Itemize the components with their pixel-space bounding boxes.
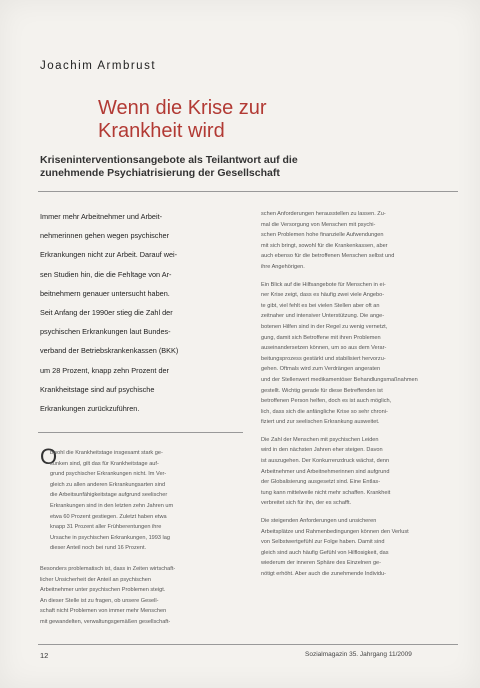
body-line: von Selbstwertgefühl zur Folge haben. Damit sind [261, 539, 385, 546]
lead-paragraph [40, 207, 250, 418]
body-line: wird in den nächsten Jahren eher steigen. Davon [261, 447, 383, 454]
body-line: sunken sind, gilt das für Krankheitstage auf- [50, 460, 159, 467]
body-line: mit gewandelten, verwaltungsgemäßen gesellschaft- [40, 618, 171, 625]
body-line: nötigt erhöht. Aber auch die zunehmende Individu- [261, 571, 387, 577]
body-line: Arbeitnehmer unter psychischen Problemen steigt. [40, 587, 166, 594]
lead-line: sen Studien hin, die die Fehltage von Ar- [40, 269, 172, 279]
body-line: gestellt. Wichtig gerade für diese Betreffenden ist [261, 387, 383, 394]
title-line-1: Wenn die Krise zur [98, 97, 267, 119]
body-column-right [261, 209, 459, 580]
body-line: Die steigenden Anforderungen und unsicheren [261, 518, 377, 525]
body-line: etwa 60 Prozent gestiegen. Zuletzt haben etwa [50, 513, 167, 520]
body-line: An dieser Stelle ist zu fragen, ob unsere Gesell- [40, 597, 159, 604]
body-line: betroffenen Person helfen, doch es ist auch möglich, [261, 398, 392, 405]
article-title [98, 97, 267, 143]
article-subtitle [40, 154, 450, 180]
body-line: Besonders problematisch ist, dass in Zeiten wirtschaft- [40, 566, 176, 572]
body-line: schen Anforderungen herausstellen zu lassen. Zu- [261, 211, 386, 217]
body-column-left-block-1 [50, 448, 248, 554]
body-line: te gibt, viel fehlt es bei vielen Stellen aber oft an [261, 302, 380, 309]
lead-line: nehmerinnen gehen wegen psychischer [40, 231, 169, 241]
lead-line: psychischen Erkrankungen laut Bundes- [40, 327, 171, 337]
lead-line: Immer mehr Arbeitnehmer und Arbeit- [40, 212, 163, 221]
body-line: zeitnaher und intensiver Unterstützung. Die ange- [261, 313, 385, 320]
paragraph-gap [261, 273, 459, 280]
body-line: gung, damit sich Betroffene mit ihren Problemen [261, 334, 381, 341]
body-line: grund psychischer Erkrankungen nicht. Im Ver- [50, 471, 167, 478]
lead-line: um 28 Prozent, knapp zehn Prozent der [40, 365, 169, 375]
body-line: ist auszugehen. Der Konkurrenzdruck wächst, denn [261, 458, 390, 465]
lead-line: Erkrankungen zurückzuführen. [40, 404, 140, 414]
body-line: Arbeitnehmer und Arbeitnehmerinnen sind aufgrund [261, 468, 390, 475]
subtitle-line-2: zunehmende Psychiatrisierung der Gesellschaft [40, 167, 280, 179]
body-line: Ein Blick auf die Hilfsangebote für Menschen in ei- [261, 281, 386, 288]
body-line: gleich sind auch häufig Gefühl von Hilflosigkeit, das [261, 549, 389, 556]
body-column-left-block-2 [40, 564, 238, 628]
body-line: knapp 31 Prozent aller Frühberentungen ihre [50, 524, 162, 531]
body-line: Erkrankungen sind in den letzten zehn Jahren um [50, 502, 174, 509]
journal-citation: Sozialmagazin 35. Jahrgang 11/2009 [305, 651, 412, 658]
subtitle-line-1: Kriseninterventionsangebote als Teilantwort auf die [40, 154, 298, 166]
lead-line: Krankheitstage sind auf psychische [40, 384, 155, 394]
lead-divider [38, 432, 243, 433]
paragraph-gap [261, 509, 459, 516]
body-line: wiederum der inneren Sphäre des Einzelnen ge- [261, 560, 382, 567]
body-line: auch ebenso für die betroffenen Menschen selbst und [261, 253, 395, 260]
author-name: Joachim Armbrust [40, 60, 157, 72]
body-line: Die Zahl der Menschen mit psychischen Leiden [261, 436, 379, 443]
body-line: fiziert und zur seelischen Erkrankung ausweitet. [261, 419, 380, 426]
body-line: mal die Versorgung von Menschen mit psychi- [261, 221, 376, 228]
body-line: beitungsprozess gestärkt und stabilisiert hervorzu- [261, 355, 386, 362]
body-line: Ursache in psychischen Erkrankungen, 1993 lag [50, 534, 171, 541]
body-line: gehen. Oftmals wird zum Verdrängen angeraten [261, 366, 381, 373]
lead-line: Erkrankungen nicht zur Arbeit. Darauf wei- [40, 250, 178, 260]
body-line: bwohl die Krankheitstage insgesamt stark ge- [50, 450, 163, 456]
body-line: mit sich bringt, sowohl für die Krankenkassen, aber [261, 242, 388, 249]
footer-divider [38, 644, 458, 645]
body-line: der Globalisierung ausgesetzt sind. Eine Entlas- [261, 479, 381, 486]
body-line: licher Unsicherheit der Anteil an psychischen [40, 576, 152, 583]
body-line: ihre Angehörigen. [261, 263, 305, 270]
paragraph-gap [261, 428, 459, 435]
body-line: Arbeitsplätze und Rahmenbedingungen können den Verlust [261, 528, 409, 535]
body-line: schaft nicht Problemen von immer mehr Menschen [40, 608, 167, 615]
lead-line: beitnehmern genauer untersucht haben. [40, 288, 170, 298]
body-line: auseinandersetzen können, um so aus dem Verar- [261, 345, 387, 352]
body-line: ner Krise zeigt, dass es häufig zwei viele Angebo- [261, 292, 385, 299]
lead-line: verband der Betriebskrankenkassen (BKK) [40, 346, 179, 356]
body-line: lich, dass sich die anfängliche Krise so sehr chroni- [261, 408, 388, 415]
body-line: gleich zu allen anderen Erkrankungsarten sind [50, 481, 166, 488]
body-line: botenen Hilfen sind in der Regel zu wenig vernetzt, [261, 323, 388, 330]
body-line: dieser Anteil noch bei rund 16 Prozent. [50, 545, 147, 552]
page-number: 12 [40, 651, 49, 660]
drop-cap: O [40, 444, 58, 469]
header-divider [38, 191, 458, 192]
body-line: verbreitet sich für ihn, der es schafft. [261, 500, 352, 507]
body-line: und der Stellenwert medikamentöser Behandlungsmaßnahmen [261, 376, 418, 383]
body-line: tung kann mittelweile nicht mehr schaffen. Krankheit [261, 489, 391, 496]
body-line: schen Problemen hohe finanzielle Aufwendungen [261, 232, 384, 239]
lead-line: Seit Anfang der 1990er stieg die Zahl der [40, 308, 173, 318]
title-line-2: Krankheit wird [98, 120, 225, 142]
body-line: die Arbeitsunfähigkeitstage aufgrund seelischer [50, 492, 168, 499]
